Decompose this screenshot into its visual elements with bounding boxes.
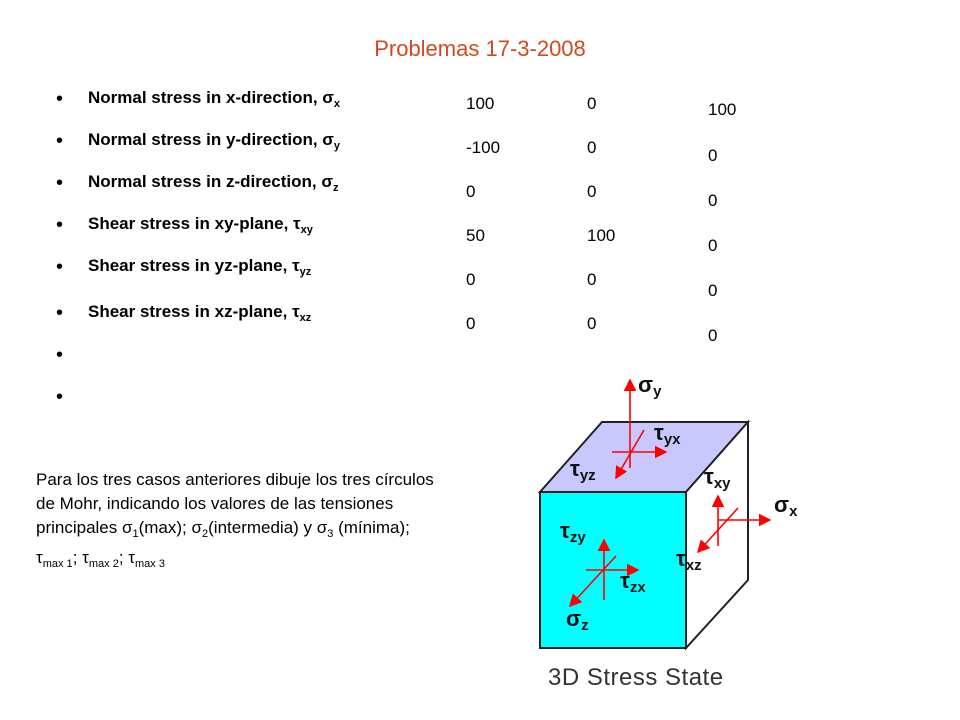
value-cell: -100 bbox=[466, 138, 501, 157]
value-cell: 0 bbox=[708, 146, 718, 165]
paragraph-subscript: max 3 bbox=[135, 558, 165, 570]
item-label: Normal stress in y-direction, σ bbox=[88, 130, 334, 149]
paragraph-subscript: 2 bbox=[202, 528, 209, 540]
label-tau-zx: τzx bbox=[620, 568, 646, 596]
value-cell: 0 bbox=[708, 191, 718, 210]
paragraph-subscript: 3 bbox=[327, 528, 334, 540]
item-subscript: xy bbox=[300, 224, 313, 236]
item-subscript: x bbox=[333, 98, 341, 110]
value-cell: 100 bbox=[708, 100, 737, 119]
label-sigma-z: σz bbox=[566, 606, 589, 634]
list-item-sigma-y bbox=[48, 130, 340, 172]
item-subscript: yz bbox=[299, 266, 312, 278]
label-tau-zy: τzy bbox=[560, 518, 586, 546]
list-item-empty bbox=[48, 344, 340, 386]
paragraph-text: (max); σ bbox=[138, 518, 202, 537]
paragraph-subscript: max 2 bbox=[88, 558, 119, 570]
list-item-tau-xz bbox=[48, 302, 340, 344]
list-item-empty bbox=[48, 386, 340, 428]
item-label: Shear stress in xz-plane, τ bbox=[88, 302, 300, 321]
label-tau-xz: τxz bbox=[676, 546, 702, 574]
list-item-tau-yz bbox=[48, 256, 340, 302]
label-sigma-x: σx bbox=[774, 492, 798, 520]
value-cell: 0 bbox=[587, 270, 597, 289]
value-cell: 100 bbox=[466, 94, 495, 113]
label-sigma-y: σy bbox=[638, 372, 662, 400]
item-subscript: z bbox=[332, 182, 339, 194]
paragraph-text: (mínima); τ bbox=[36, 518, 410, 567]
item-label: Normal stress in z-direction, σ bbox=[88, 172, 333, 191]
value-cell: 0 bbox=[708, 326, 718, 345]
value-cell: 0 bbox=[466, 314, 476, 333]
paragraph-text: Para los tres casos anteriores dibuje los tres círculos de Mohr, indicando los valores de las tensiones principales σ bbox=[36, 470, 434, 537]
stress-cube-figure bbox=[520, 370, 820, 660]
item-label: Normal stress in x-direction, σ bbox=[88, 88, 334, 107]
paragraph-text: ; τ bbox=[72, 548, 89, 567]
label-tau-yz: τyz bbox=[570, 456, 596, 484]
item-label: Shear stress in xy-plane, τ bbox=[88, 214, 301, 233]
value-cell: 50 bbox=[466, 226, 485, 245]
value-cell: 0 bbox=[466, 182, 476, 201]
list-item-sigma-z bbox=[48, 172, 340, 214]
item-subscript: xz bbox=[299, 312, 312, 324]
stress-component-list bbox=[48, 88, 340, 428]
figure-caption: 3D Stress State bbox=[548, 664, 724, 691]
paragraph-subscript: 1 bbox=[132, 528, 139, 540]
paragraph-text: ; τ bbox=[118, 548, 135, 567]
value-cell: 0 bbox=[587, 94, 597, 113]
list-item-sigma-x bbox=[48, 88, 340, 130]
paragraph-subscript: max 1 bbox=[42, 558, 73, 570]
value-cell: 0 bbox=[587, 138, 597, 157]
paragraph-text: (intermedia) y σ bbox=[208, 518, 328, 537]
value-cell: 0 bbox=[587, 314, 597, 333]
label-tau-yx: τyx bbox=[654, 420, 681, 448]
value-cell: 0 bbox=[587, 182, 597, 201]
value-cell: 0 bbox=[708, 281, 718, 300]
label-tau-xy: τxy bbox=[704, 464, 731, 492]
instructions-paragraph bbox=[36, 468, 436, 576]
item-subscript: y bbox=[333, 140, 341, 152]
value-cell: 0 bbox=[466, 270, 476, 289]
slide-title: Problemas 17-3-2008 bbox=[374, 36, 586, 61]
value-cell: 0 bbox=[708, 236, 718, 255]
item-label: Shear stress in yz-plane, τ bbox=[88, 256, 300, 275]
value-cell: 100 bbox=[587, 226, 616, 245]
list-item-tau-xy bbox=[48, 214, 340, 256]
